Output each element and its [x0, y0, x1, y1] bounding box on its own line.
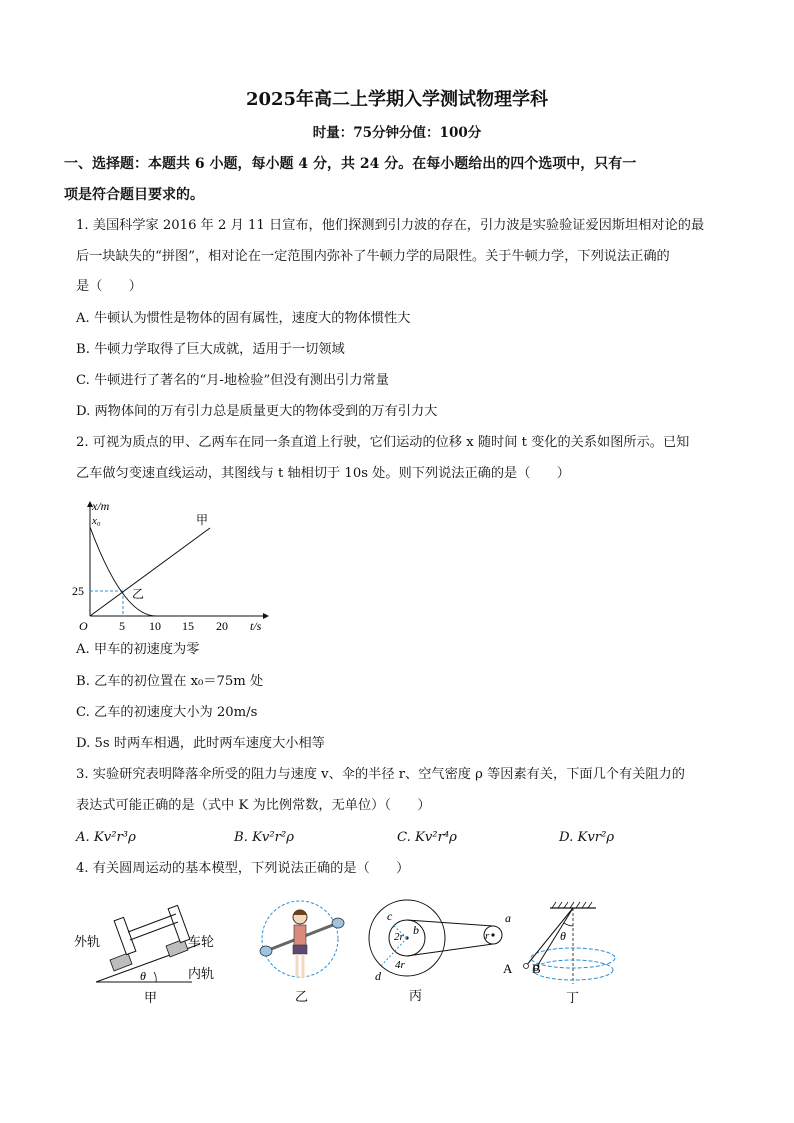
person-hair	[293, 910, 307, 915]
q2-option-d: D. 5s 时两车相遇，此时两车速度大小相等	[76, 736, 325, 751]
axle-top	[128, 914, 176, 932]
label-c: c	[387, 909, 393, 923]
y-axis-label: x/m	[92, 499, 110, 513]
q2-stem-line2: 乙车做匀变速直线运动，其图线与 t 轴相切于 10s 处。则下列说法正确的是（ ）	[76, 466, 570, 481]
theta-arc	[154, 972, 156, 982]
exam-info: 时量：75分钟分值：100分	[312, 125, 482, 141]
ceiling-hatch	[552, 902, 592, 908]
x0-label: x₀	[92, 515, 101, 527]
q1-option-d: D. 两物体间的万有引力总是质量更大的物体受到的万有引力大	[76, 404, 438, 419]
left-wheel	[114, 917, 136, 954]
section-heading-line2: 项是符合题目要求的。	[64, 187, 204, 203]
q2-stem-line1: 2. 可视为质点的甲、乙两车在同一条直道上行驶，它们运动的位移 x 随时间 t 变化的关系如图所示。已知	[76, 435, 690, 450]
q2-option-c: C. 乙车的初速度大小为 20m/s	[76, 705, 258, 720]
weight-left	[260, 946, 272, 956]
label-A: A	[503, 961, 513, 976]
xtick-10: 10	[149, 619, 161, 633]
q4-stem-line1: 4. 有关圆周运动的基本模型，下列说法正确的是（ ）	[76, 861, 410, 876]
person-body	[294, 925, 306, 947]
q3-option-a: A. Kv²r³ρ	[76, 830, 136, 845]
figure-bing-pulleys	[367, 898, 515, 1006]
label-jia: 甲	[196, 513, 209, 527]
xtick-5: 5	[119, 619, 125, 633]
center-small	[491, 933, 494, 936]
page-title: 2025年高二上学期入学测试物理学科	[245, 89, 549, 110]
tick-25: 25	[72, 584, 84, 598]
q1-option-a: A. 牛顿认为惯性是物体的固有属性，速度大的物体惯性大	[76, 311, 411, 326]
q1-option-c: C. 牛顿进行了著名的“月-地检验”但没有测出引力常量	[76, 373, 389, 388]
q1-stem-line2: 后一块缺失的“拼图”，相对论在一定范围内弥补了牛顿力学的局限性。关于牛顿力学，下列说法正确的	[76, 249, 670, 264]
caption-bing: 丙	[409, 988, 423, 1003]
figure-yi-person-rotation	[252, 893, 352, 1005]
q1-option-b: B. 牛顿力学取得了巨大成就，适用于一切领域	[76, 342, 345, 357]
string-b	[536, 908, 573, 968]
outer-rail-block	[110, 953, 132, 971]
t-axis-label: t/s	[250, 619, 262, 633]
origin-label: O	[79, 619, 88, 633]
xtick-20: 20	[216, 619, 228, 633]
label-wheel: 车轮	[188, 934, 215, 949]
q2-option-b: B. 乙车的初位置在 x₀＝75m 处	[76, 674, 264, 689]
label-4r: 4r	[395, 959, 405, 971]
label-yi: 乙	[132, 587, 145, 601]
person-skirt	[293, 945, 307, 954]
label-2r: 2r	[394, 931, 404, 943]
axle-bottom	[130, 922, 178, 940]
label-b: b	[413, 923, 419, 937]
q3-stem-line2: 表达式可能正确的是（式中 K 为比例常数，无单位）（ ）	[76, 798, 431, 813]
weight-right	[332, 918, 344, 928]
q3-option-d: D. Kvr²ρ	[559, 830, 615, 845]
label-theta: θ	[140, 969, 146, 983]
caption-yi: 乙	[295, 989, 309, 1004]
label-B: B	[532, 961, 541, 976]
label-r: r	[485, 930, 490, 942]
label-outer-rail: 外轨	[74, 934, 101, 949]
label-d: d	[375, 969, 381, 983]
label-a: a	[505, 911, 511, 925]
line-jia	[90, 528, 210, 616]
q3-stem-line1: 3. 实验研究表明降落伞所受的阻力与速度 v、伞的半径 r、空气密度 ρ 等因素有关，下面几个有关阻力的	[76, 767, 685, 782]
label-inner-rail: 内轨	[188, 966, 215, 981]
section-heading-line1: 一、选择题：本题共 6 小题，每小题 4 分，共 24 分。在每小题给出的四个选项中，只有一	[64, 156, 637, 172]
q2-displacement-time-graph	[68, 494, 278, 636]
ball-a	[524, 964, 529, 969]
q3-option-b: B. Kv²r²ρ	[234, 830, 295, 845]
xtick-15: 15	[182, 619, 194, 633]
q2-option-a: A. 甲车的初速度为零	[76, 642, 200, 657]
q1-stem-line3: 是（ ）	[76, 279, 142, 294]
caption-jia: 甲	[144, 990, 158, 1005]
theta-arc	[564, 923, 573, 926]
q3-option-c: C. Kv²r⁴ρ	[397, 830, 457, 845]
caption-ding: 丁	[566, 990, 580, 1005]
q1-stem-line1: 1. 美国科学家 2016 年 2 月 11 日宣布，他们探测到引力波的存在，引力波是实验验证爱因斯坦相对论的最	[76, 218, 705, 233]
figure-jia-banked-track	[70, 900, 230, 1005]
inner-rail-block	[166, 939, 188, 957]
label-theta: θ	[560, 929, 566, 943]
figure-ding-conical-pendulum	[500, 896, 624, 1006]
string-a	[526, 908, 573, 966]
